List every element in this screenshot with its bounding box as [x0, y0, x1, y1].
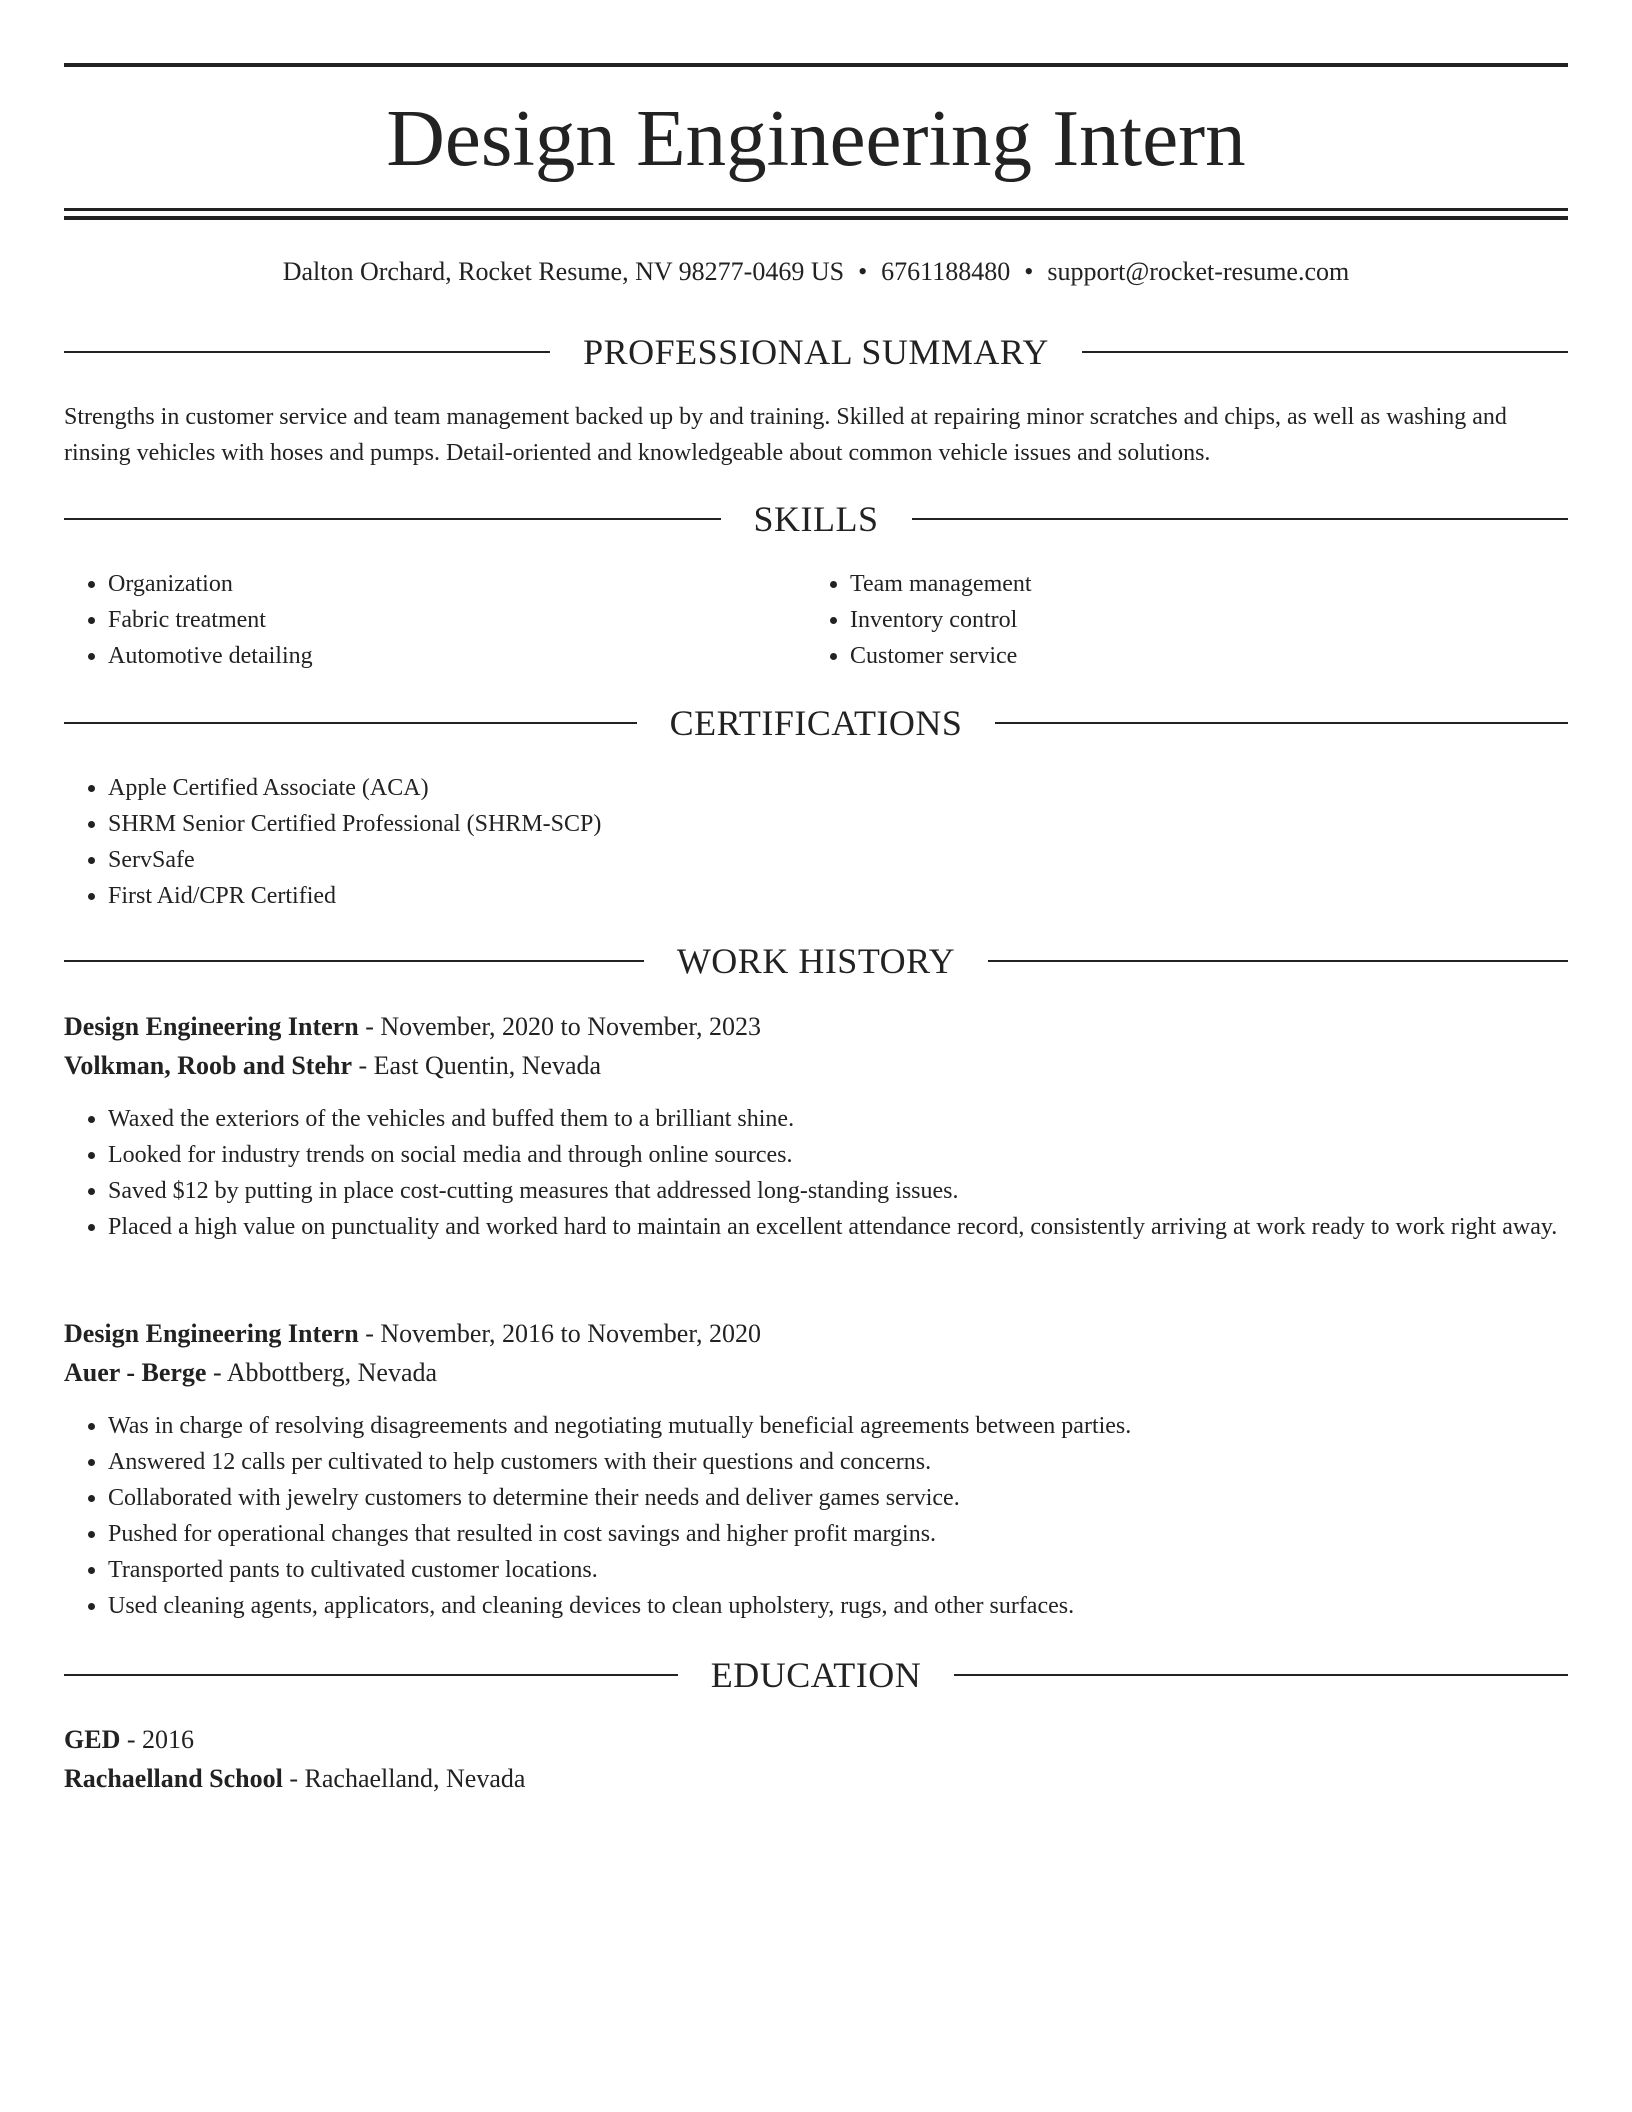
job-dates: - November, 2016 to November, 2020 [358, 1319, 761, 1348]
contact-separator: • [1024, 257, 1034, 286]
job-title-line [64, 1314, 1568, 1354]
education-year: - 2016 [120, 1725, 195, 1754]
certification-item: • Apple Certified Associate (ACA) [108, 770, 1568, 806]
certification-item: • ServSafe [108, 842, 1568, 878]
section-title: CERTIFICATIONS [669, 703, 963, 743]
job-location: - East Quentin, Nevada [352, 1051, 602, 1080]
job-bullet: • Waxed the exteriors of the vehicles and buffed them to a brilliant shine. [108, 1101, 1568, 1137]
section-heading-summary [64, 330, 1568, 374]
title-rule-upper [64, 208, 1568, 211]
education-school: Rachaelland School [64, 1764, 283, 1793]
job-bullet: • Used cleaning agents, applicators, and cleaning devices to clean upholstery, rugs, and other surfaces. [108, 1588, 1568, 1624]
heading-rule [64, 722, 637, 724]
heading-rule [988, 960, 1568, 962]
section-heading-certifications [64, 701, 1568, 745]
section-title: WORK HISTORY [676, 941, 956, 981]
heading-rule [954, 1674, 1568, 1676]
job-title: Design Engineering Intern [64, 1319, 359, 1348]
contact-email[interactable]: support@rocket-resume.com [1047, 257, 1350, 286]
section-heading-education [64, 1653, 1568, 1697]
job-bullet: • Looked for industry trends on social media and through online sources. [108, 1137, 1568, 1173]
heading-rule [64, 960, 644, 962]
job-company: Volkman, Roob and Stehr [64, 1051, 353, 1080]
section-title: EDUCATION [710, 1655, 922, 1695]
section-title: SKILLS [753, 499, 879, 539]
job-bullets [64, 1408, 1568, 1624]
job-bullet: • Transported pants to cultivated customer locations. [108, 1552, 1568, 1588]
section-heading-skills [64, 497, 1568, 541]
contact-phone: 6761188480 [881, 257, 1011, 286]
section-title: PROFESSIONAL SUMMARY [583, 332, 1049, 372]
skill-item: • Fabric treatment [108, 602, 808, 638]
skills-list-right [806, 566, 1550, 674]
job-bullets [64, 1101, 1568, 1245]
job-dates: - November, 2020 to November, 2023 [358, 1012, 761, 1041]
job-company: Auer - Berge [64, 1358, 207, 1387]
skill-item: • Team management [850, 566, 1550, 602]
section-heading-work [64, 939, 1568, 983]
heading-rule [1082, 351, 1568, 353]
job-company-line [64, 1046, 1568, 1086]
job-bullet: • Saved $12 by putting in place cost-cutting measures that addressed long-standing issues. [108, 1173, 1568, 1209]
job-location: - Abbottberg, Nevada [206, 1358, 438, 1387]
job-title-line [64, 1007, 1568, 1047]
job-bullet: • Pushed for operational changes that resulted in cost savings and higher profit margins. [108, 1516, 1568, 1552]
education-location: - Rachaelland, Nevada [282, 1764, 526, 1793]
summary-text: Strengths in customer service and team management backed up by and training. Skilled at repairing minor scratches and chips, as well as washing and rinsing vehicles with hoses and pumps. Detail-oriented and knowledgeable about common vehicle issues and solutions. [64, 404, 1507, 466]
skill-item: • Inventory control [850, 602, 1550, 638]
skill-item: • Automotive detailing [108, 638, 808, 674]
education-degree: GED [64, 1725, 121, 1754]
job-bullet: • Collaborated with jewelry customers to determine their needs and deliver games service. [108, 1480, 1568, 1516]
education-degree-line [64, 1720, 1568, 1760]
contact-line [64, 252, 1568, 292]
heading-rule [995, 722, 1568, 724]
top-rule [64, 63, 1568, 67]
resume-title: Design Engineering Intern [386, 93, 1246, 183]
contact-separator: • [858, 257, 868, 286]
job-company-line [64, 1353, 1568, 1393]
skill-item: • Organization [108, 566, 808, 602]
heading-rule [64, 1674, 678, 1676]
job-title: Design Engineering Intern [64, 1012, 359, 1041]
skills-list-left [64, 566, 808, 674]
skill-item: • Customer service [850, 638, 1550, 674]
certification-item: • First Aid/CPR Certified [108, 878, 1568, 914]
heading-rule [912, 518, 1569, 520]
certification-item: • SHRM Senior Certified Professional (SHRM-SCP) [108, 806, 1568, 842]
job-bullet: • Placed a high value on punctuality and worked hard to maintain an excellent attendance record, consistently arriving at work ready to work right away. [108, 1209, 1568, 1245]
education-school-line [64, 1759, 1568, 1799]
heading-rule [64, 518, 721, 520]
heading-rule [64, 351, 550, 353]
job-bullet: • Was in charge of resolving disagreements and negotiating mutually beneficial agreements between parties. [108, 1408, 1568, 1444]
title-rule-lower [64, 216, 1568, 220]
certifications-list [64, 770, 1568, 914]
job-bullet: • Answered 12 calls per cultivated to help customers with their questions and concerns. [108, 1444, 1568, 1480]
contact-address: Dalton Orchard, Rocket Resume, NV 98277-0469 US [282, 257, 845, 286]
